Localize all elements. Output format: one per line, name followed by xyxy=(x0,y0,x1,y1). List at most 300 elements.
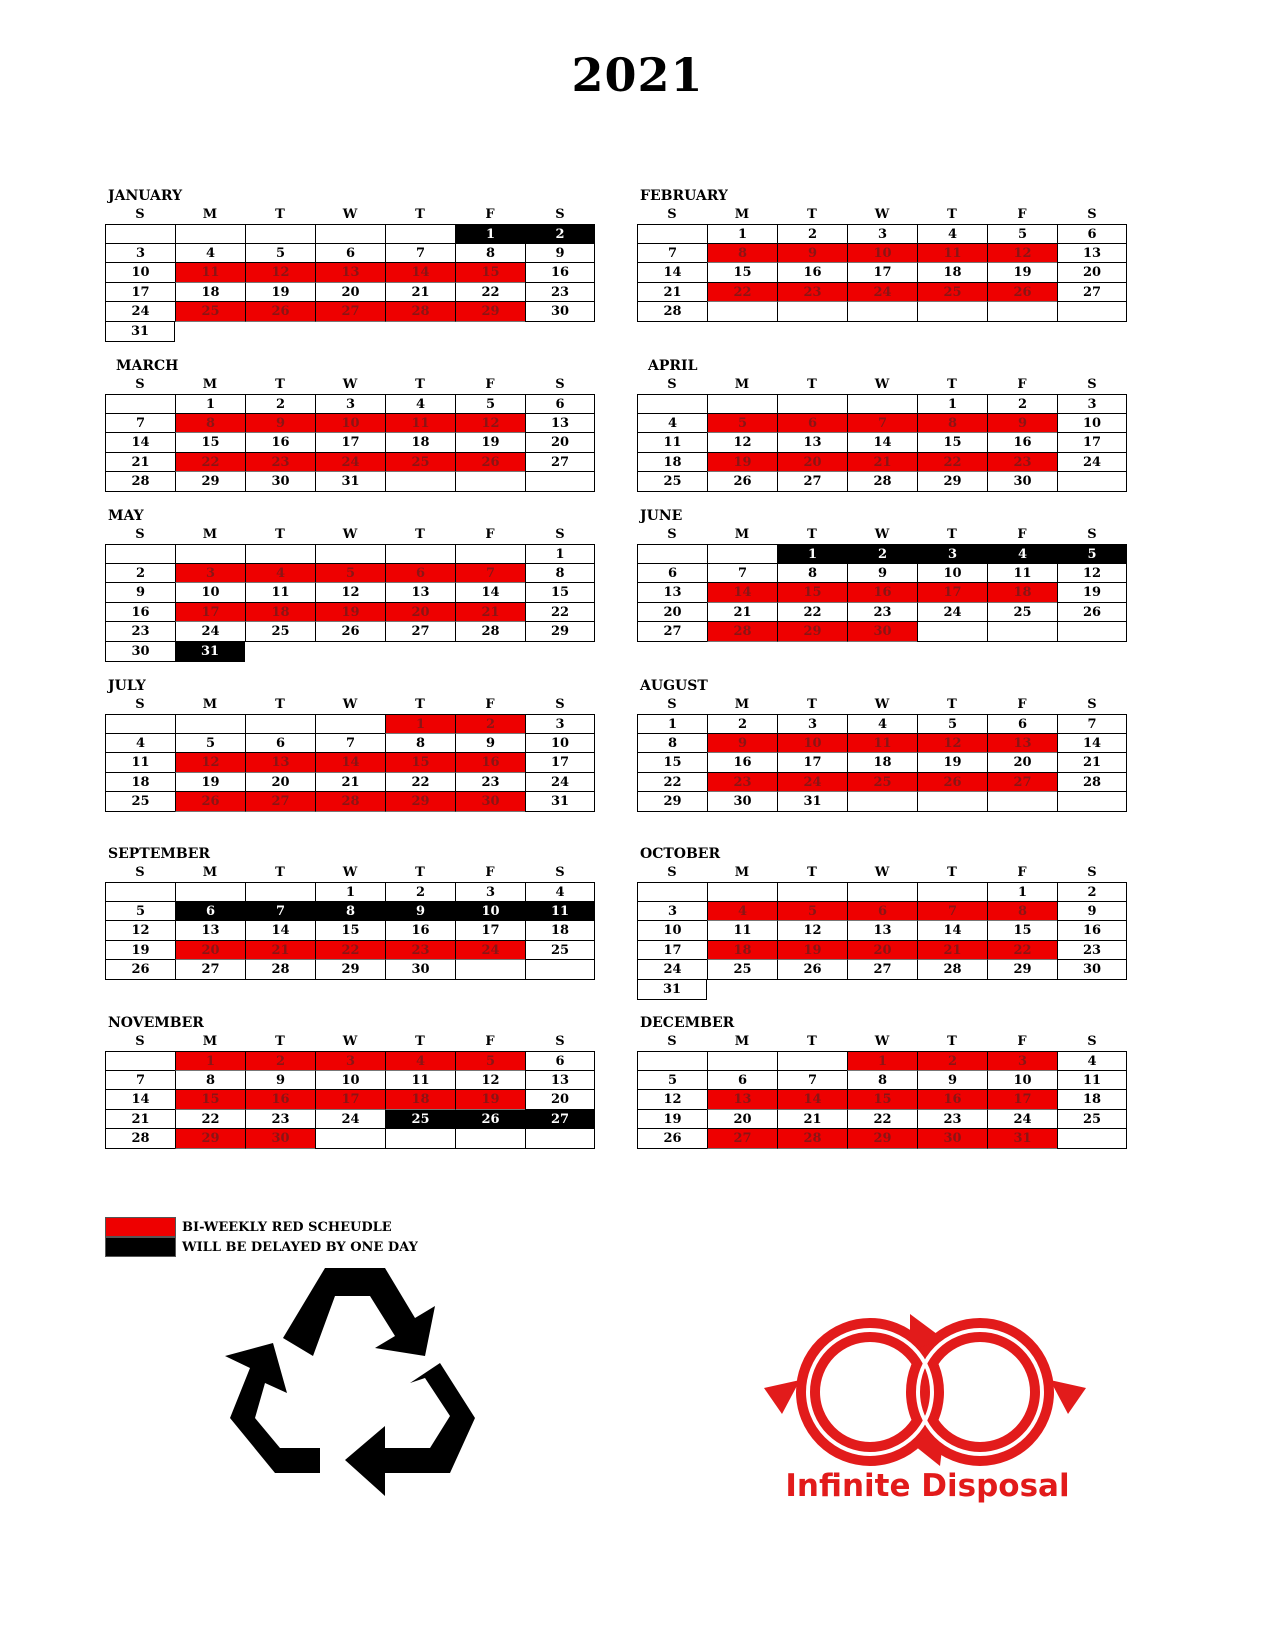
month-april xyxy=(637,356,1129,492)
day-cell: 24 xyxy=(847,283,917,303)
day-cell: 28 xyxy=(917,960,987,980)
week-row xyxy=(637,753,1129,773)
day-cell: 1 xyxy=(917,394,987,414)
weekday-header-row xyxy=(637,526,1129,544)
day-cell: 12 xyxy=(315,583,385,603)
day-cell: 3 xyxy=(777,714,847,734)
weekday-header: M xyxy=(202,377,218,392)
day-cell: 3 xyxy=(917,544,987,564)
day-cell: 8 xyxy=(525,564,595,584)
day-cell: 3 xyxy=(1057,394,1127,414)
empty-cell xyxy=(315,1129,385,1149)
day-cell: 21 xyxy=(917,941,987,961)
day-cell: 10 xyxy=(455,902,525,922)
day-cell: 22 xyxy=(847,1110,917,1130)
week-row xyxy=(105,902,597,922)
week-row xyxy=(105,414,597,434)
day-cell: 30 xyxy=(245,472,315,492)
day-cell: 13 xyxy=(315,263,385,283)
weekday-header: S xyxy=(1087,697,1097,712)
weekday-header: F xyxy=(1017,377,1027,392)
day-cell: 11 xyxy=(245,583,315,603)
day-cell: 20 xyxy=(637,603,707,623)
day-cell: 16 xyxy=(245,1090,315,1110)
weekday-header: T xyxy=(415,377,425,392)
week-row xyxy=(105,544,597,564)
week-row xyxy=(105,394,597,414)
day-cell: 9 xyxy=(245,1071,315,1091)
day-cell: 1 xyxy=(847,1051,917,1071)
day-cell: 18 xyxy=(105,773,175,793)
day-cell: 23 xyxy=(1057,941,1127,961)
day-cell: 13 xyxy=(525,1071,595,1091)
day-cell: 31 xyxy=(987,1129,1057,1149)
day-cell: 18 xyxy=(525,921,595,941)
month-title: JULY xyxy=(108,678,146,694)
weekday-header: F xyxy=(1017,527,1027,542)
empty-cell xyxy=(245,224,315,244)
empty-cell xyxy=(917,792,987,812)
weekday-header: S xyxy=(1087,527,1097,542)
day-cell: 10 xyxy=(987,1071,1057,1091)
week-row xyxy=(105,283,597,303)
day-cell: 30 xyxy=(105,642,175,662)
day-cell: 19 xyxy=(455,1090,525,1110)
day-cell: 31 xyxy=(525,792,595,812)
day-cell: 1 xyxy=(987,882,1057,902)
day-cell: 8 xyxy=(637,734,707,754)
day-cell: 17 xyxy=(525,753,595,773)
day-cell: 27 xyxy=(175,960,245,980)
day-cell: 21 xyxy=(847,453,917,473)
empty-cell xyxy=(847,394,917,414)
weekday-header: T xyxy=(275,697,285,712)
day-cell: 11 xyxy=(987,564,1057,584)
day-cell: 20 xyxy=(707,1110,777,1130)
day-cell: 30 xyxy=(525,302,595,322)
weekday-header: M xyxy=(202,697,218,712)
empty-cell xyxy=(385,1129,455,1149)
week-row xyxy=(637,472,1129,492)
weekday-header: T xyxy=(807,377,817,392)
day-cell: 25 xyxy=(105,792,175,812)
empty-cell xyxy=(707,394,777,414)
week-row xyxy=(637,902,1129,922)
day-cell: 18 xyxy=(917,263,987,283)
day-cell: 25 xyxy=(525,941,595,961)
day-cell: 9 xyxy=(847,564,917,584)
month-july xyxy=(105,676,597,812)
month-title: MARCH xyxy=(116,358,179,374)
day-cell: 11 xyxy=(1057,1071,1127,1091)
legend-label-red: BI-WEEKLY RED SCHEUDLE xyxy=(182,1219,392,1235)
day-cell: 6 xyxy=(525,394,595,414)
week-row xyxy=(105,1051,597,1071)
day-cell: 2 xyxy=(847,544,917,564)
weekday-header: M xyxy=(734,377,750,392)
day-cell: 25 xyxy=(385,1110,455,1130)
day-cell: 23 xyxy=(777,283,847,303)
day-cell: 14 xyxy=(707,583,777,603)
day-cell: 23 xyxy=(847,603,917,623)
day-cell: 4 xyxy=(1057,1051,1127,1071)
day-cell: 14 xyxy=(847,433,917,453)
day-cell: 25 xyxy=(637,472,707,492)
day-cell: 27 xyxy=(385,622,455,642)
day-cell: 20 xyxy=(1057,263,1127,283)
day-cell: 25 xyxy=(987,603,1057,623)
weekday-header: T xyxy=(415,697,425,712)
weekday-header: M xyxy=(734,865,750,880)
day-cell: 26 xyxy=(245,302,315,322)
day-cell: 1 xyxy=(777,544,847,564)
day-cell: 22 xyxy=(455,283,525,303)
day-cell: 4 xyxy=(987,544,1057,564)
week-row xyxy=(105,224,597,244)
weekday-header: F xyxy=(1017,1034,1027,1049)
day-cell: 12 xyxy=(707,433,777,453)
weekday-header: F xyxy=(485,865,495,880)
legend-item-black xyxy=(105,1237,418,1257)
day-cell: 7 xyxy=(707,564,777,584)
week-row xyxy=(637,1110,1129,1130)
day-cell: 15 xyxy=(315,921,385,941)
day-cell: 1 xyxy=(455,224,525,244)
day-cell: 22 xyxy=(175,1110,245,1130)
empty-cell xyxy=(1057,472,1127,492)
day-cell: 4 xyxy=(175,244,245,264)
day-cell: 12 xyxy=(105,921,175,941)
day-cell: 14 xyxy=(917,921,987,941)
week-row xyxy=(105,773,597,793)
day-cell: 9 xyxy=(525,244,595,264)
day-cell: 29 xyxy=(987,960,1057,980)
day-cell: 3 xyxy=(525,714,595,734)
day-cell: 15 xyxy=(707,263,777,283)
empty-cell xyxy=(105,224,175,244)
day-cell: 9 xyxy=(385,902,455,922)
day-cell: 3 xyxy=(847,224,917,244)
day-cell: 6 xyxy=(1057,224,1127,244)
empty-cell xyxy=(917,302,987,322)
day-cell: 30 xyxy=(707,792,777,812)
day-cell: 18 xyxy=(847,753,917,773)
weekday-header: F xyxy=(1017,865,1027,880)
day-cell: 23 xyxy=(987,453,1057,473)
week-row xyxy=(105,1129,597,1149)
day-cell: 13 xyxy=(777,433,847,453)
day-cell: 4 xyxy=(917,224,987,244)
day-cell: 27 xyxy=(777,472,847,492)
day-cell: 27 xyxy=(987,773,1057,793)
day-cell: 31 xyxy=(105,322,175,342)
day-cell: 29 xyxy=(847,1129,917,1149)
day-cell: 4 xyxy=(385,394,455,414)
weekday-header: M xyxy=(202,527,218,542)
day-cell: 16 xyxy=(917,1090,987,1110)
day-cell: 5 xyxy=(245,244,315,264)
weekday-header-row xyxy=(105,206,597,224)
day-cell: 25 xyxy=(175,302,245,322)
day-cell: 28 xyxy=(1057,773,1127,793)
day-cell: 26 xyxy=(777,960,847,980)
day-cell: 7 xyxy=(105,414,175,434)
day-cell: 26 xyxy=(175,792,245,812)
day-cell: 14 xyxy=(1057,734,1127,754)
day-cell: 16 xyxy=(987,433,1057,453)
day-cell: 8 xyxy=(917,414,987,434)
red-swatch xyxy=(105,1217,176,1237)
weekday-header: M xyxy=(734,1034,750,1049)
weekday-header: F xyxy=(485,527,495,542)
day-cell: 6 xyxy=(245,734,315,754)
day-cell: 19 xyxy=(455,433,525,453)
empty-cell xyxy=(105,714,175,734)
empty-cell xyxy=(105,544,175,564)
day-cell: 10 xyxy=(315,1071,385,1091)
month-title: DECEMBER xyxy=(640,1015,735,1031)
weekday-header: S xyxy=(667,377,677,392)
week-row xyxy=(637,263,1129,283)
day-cell: 25 xyxy=(847,773,917,793)
week-row xyxy=(637,544,1129,564)
day-cell: 12 xyxy=(455,414,525,434)
day-cell: 17 xyxy=(105,283,175,303)
day-cell: 1 xyxy=(175,394,245,414)
weekday-header: S xyxy=(135,527,145,542)
month-january xyxy=(105,186,597,342)
week-row xyxy=(637,882,1129,902)
day-cell: 14 xyxy=(637,263,707,283)
empty-cell xyxy=(175,882,245,902)
empty-cell xyxy=(847,882,917,902)
day-cell: 16 xyxy=(105,603,175,623)
weekday-header: S xyxy=(1087,207,1097,222)
day-cell: 27 xyxy=(525,1110,595,1130)
day-cell: 17 xyxy=(175,603,245,623)
month-title: APRIL xyxy=(648,358,698,374)
day-cell: 20 xyxy=(847,941,917,961)
week-row xyxy=(105,263,597,283)
day-cell: 30 xyxy=(987,472,1057,492)
weekday-header-row xyxy=(637,696,1129,714)
day-cell: 10 xyxy=(1057,414,1127,434)
day-cell: 26 xyxy=(707,472,777,492)
day-cell: 24 xyxy=(175,622,245,642)
week-row xyxy=(637,302,1129,322)
day-cell: 24 xyxy=(315,453,385,473)
week-row xyxy=(637,1090,1129,1110)
day-cell: 24 xyxy=(987,1110,1057,1130)
day-cell: 23 xyxy=(385,941,455,961)
day-cell: 23 xyxy=(245,453,315,473)
weekday-header: T xyxy=(947,1034,957,1049)
weekday-header: F xyxy=(1017,697,1027,712)
page-title: 2021 xyxy=(571,48,704,102)
weekday-header: T xyxy=(275,207,285,222)
empty-cell xyxy=(847,792,917,812)
week-row xyxy=(637,583,1129,603)
day-cell: 22 xyxy=(385,773,455,793)
month-august xyxy=(637,676,1129,812)
day-cell: 18 xyxy=(245,603,315,623)
day-cell: 7 xyxy=(917,902,987,922)
empty-cell xyxy=(1057,792,1127,812)
day-cell: 5 xyxy=(175,734,245,754)
day-cell: 27 xyxy=(707,1129,777,1149)
weekday-header: T xyxy=(807,1034,817,1049)
day-cell: 10 xyxy=(637,921,707,941)
day-cell: 28 xyxy=(637,302,707,322)
empty-cell xyxy=(777,394,847,414)
weekday-header-row xyxy=(105,376,597,394)
empty-cell xyxy=(707,1051,777,1071)
day-cell: 2 xyxy=(987,394,1057,414)
day-cell: 5 xyxy=(1057,544,1127,564)
day-cell: 6 xyxy=(525,1051,595,1071)
day-cell: 9 xyxy=(1057,902,1127,922)
day-cell: 28 xyxy=(847,472,917,492)
day-cell: 1 xyxy=(175,1051,245,1071)
weekday-header: W xyxy=(874,697,890,712)
weekday-header: T xyxy=(807,527,817,542)
day-cell: 25 xyxy=(1057,1110,1127,1130)
day-cell: 5 xyxy=(315,564,385,584)
day-cell: 7 xyxy=(637,244,707,264)
day-cell: 16 xyxy=(707,753,777,773)
empty-cell xyxy=(385,224,455,244)
day-cell: 24 xyxy=(315,1110,385,1130)
day-cell: 6 xyxy=(847,902,917,922)
weekday-header: T xyxy=(415,527,425,542)
day-cell: 25 xyxy=(917,283,987,303)
day-cell: 8 xyxy=(707,244,777,264)
day-cell: 28 xyxy=(707,622,777,642)
weekday-header: F xyxy=(485,697,495,712)
day-cell: 23 xyxy=(455,773,525,793)
week-row xyxy=(637,921,1129,941)
day-cell: 10 xyxy=(847,244,917,264)
day-cell: 17 xyxy=(315,1090,385,1110)
day-cell: 17 xyxy=(777,753,847,773)
weekday-header: T xyxy=(807,697,817,712)
day-cell: 29 xyxy=(175,1129,245,1149)
day-cell: 27 xyxy=(637,622,707,642)
weekday-header: W xyxy=(342,377,358,392)
day-cell: 1 xyxy=(315,882,385,902)
day-cell: 11 xyxy=(637,433,707,453)
weekday-header: M xyxy=(202,207,218,222)
weekday-header: W xyxy=(342,207,358,222)
weekday-header: T xyxy=(275,1034,285,1049)
weekday-header-row xyxy=(637,864,1129,882)
empty-cell xyxy=(1057,302,1127,322)
week-row xyxy=(105,244,597,264)
weekday-header: T xyxy=(947,697,957,712)
day-cell: 22 xyxy=(777,603,847,623)
weekday-header-row xyxy=(105,526,597,544)
day-cell: 6 xyxy=(637,564,707,584)
day-cell: 13 xyxy=(245,753,315,773)
weekday-header: S xyxy=(135,1034,145,1049)
day-cell: 24 xyxy=(455,941,525,961)
day-cell: 21 xyxy=(245,941,315,961)
day-cell: 30 xyxy=(245,1129,315,1149)
empty-cell xyxy=(315,544,385,564)
day-cell: 5 xyxy=(777,902,847,922)
day-cell: 17 xyxy=(455,921,525,941)
day-cell: 12 xyxy=(245,263,315,283)
day-cell: 30 xyxy=(917,1129,987,1149)
day-cell: 2 xyxy=(105,564,175,584)
week-row xyxy=(637,224,1129,244)
day-cell: 4 xyxy=(245,564,315,584)
day-cell: 14 xyxy=(455,583,525,603)
black-swatch xyxy=(105,1237,176,1257)
empty-cell xyxy=(987,792,1057,812)
week-row xyxy=(637,980,1129,1000)
week-row xyxy=(637,941,1129,961)
month-title: JANUARY xyxy=(108,188,183,204)
day-cell: 17 xyxy=(847,263,917,283)
day-cell: 5 xyxy=(917,714,987,734)
weekday-header-row xyxy=(637,376,1129,394)
day-cell: 17 xyxy=(917,583,987,603)
day-cell: 16 xyxy=(847,583,917,603)
weekday-header: T xyxy=(947,527,957,542)
empty-cell xyxy=(455,472,525,492)
day-cell: 5 xyxy=(637,1071,707,1091)
day-cell: 12 xyxy=(1057,564,1127,584)
weekday-header: W xyxy=(874,1034,890,1049)
empty-cell xyxy=(525,1129,595,1149)
day-cell: 16 xyxy=(1057,921,1127,941)
weekday-header: T xyxy=(947,377,957,392)
day-cell: 24 xyxy=(917,603,987,623)
week-row xyxy=(105,583,597,603)
day-cell: 12 xyxy=(175,753,245,773)
week-row xyxy=(637,714,1129,734)
empty-cell xyxy=(1057,1129,1127,1149)
day-cell: 27 xyxy=(1057,283,1127,303)
day-cell: 16 xyxy=(245,433,315,453)
week-row xyxy=(105,753,597,773)
month-december xyxy=(637,1013,1129,1149)
day-cell: 12 xyxy=(777,921,847,941)
weekday-header: F xyxy=(1017,207,1027,222)
empty-cell xyxy=(105,394,175,414)
week-row xyxy=(105,734,597,754)
week-row xyxy=(637,773,1129,793)
day-cell: 17 xyxy=(637,941,707,961)
day-cell: 6 xyxy=(987,714,1057,734)
day-cell: 18 xyxy=(987,583,1057,603)
day-cell: 15 xyxy=(175,433,245,453)
empty-cell xyxy=(1057,622,1127,642)
empty-cell xyxy=(105,882,175,902)
weekday-header: S xyxy=(135,697,145,712)
day-cell: 26 xyxy=(315,622,385,642)
infinite-disposal-logo xyxy=(760,1310,1095,1520)
day-cell: 19 xyxy=(1057,583,1127,603)
week-row xyxy=(637,1071,1129,1091)
week-row xyxy=(105,1110,597,1130)
day-cell: 3 xyxy=(175,564,245,584)
day-cell: 13 xyxy=(385,583,455,603)
weekday-header: S xyxy=(555,527,565,542)
week-row xyxy=(637,622,1129,642)
week-row xyxy=(105,714,597,734)
